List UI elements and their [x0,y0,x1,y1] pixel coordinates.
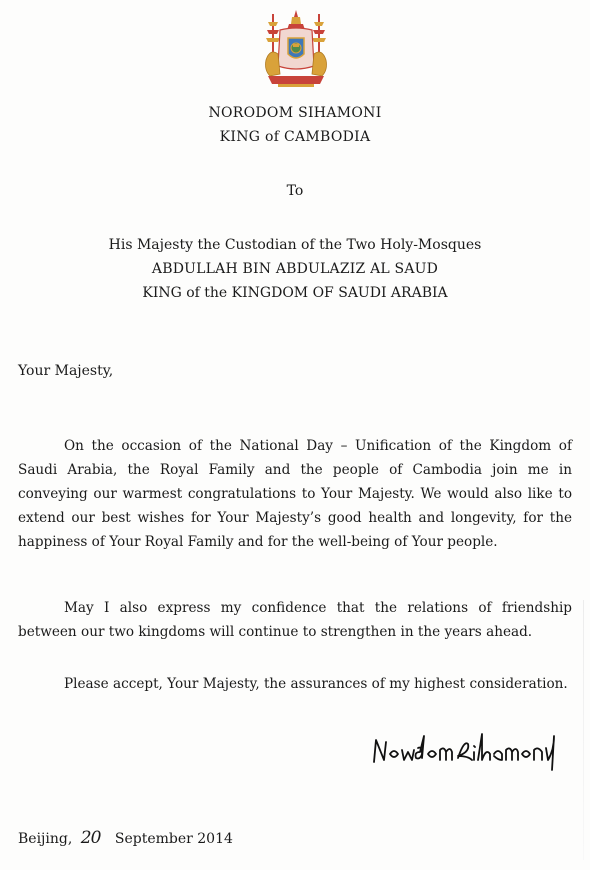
sender-name: NORODOM SIHAMONI [208,105,382,121]
closing-day: 20 [80,828,101,848]
handwritten-signature-icon [372,726,562,774]
recipient-line-2: ABDULLAH BIN ABDULAZIZ AL SAUD [151,261,439,277]
to-label: To [286,183,304,199]
body-paragraph-1: On the occasion of the National Day – Unification of the Kingdom of Saudi Arabia, the Royal Family and the people of Cambodia join me in conveying our warmest congratulations to Your Majesty. We would also like to extend our best wishes for Your Majesty’s good health and longevity, for the happiness of Your Royal Family and for the well-being of Your people. [18,438,572,550]
sender-title: KING of CAMBODIA [219,129,371,145]
body-paragraph-3: Please accept, Your Majesty, the assurances of my highest consideration. [64,676,568,692]
body-paragraph-2: May I also express my confidence that the relations of friendship between our two kingdoms will continue to strengthen in the years ahead. [18,600,572,640]
closing-place: Beijing, [18,831,73,847]
recipient-line-3: KING of the KINGDOM OF SAUDI ARABIA [142,285,448,301]
recipient-line-1: His Majesty the Custodian of the Two Holy-Mosques [108,237,482,253]
closing-line [18,828,233,849]
royal-coat-of-arms-icon [258,8,334,90]
closing-month-year: September 2014 [114,831,233,847]
paper-edge-shadow [583,600,584,860]
salutation: Your Majesty, [18,363,114,379]
